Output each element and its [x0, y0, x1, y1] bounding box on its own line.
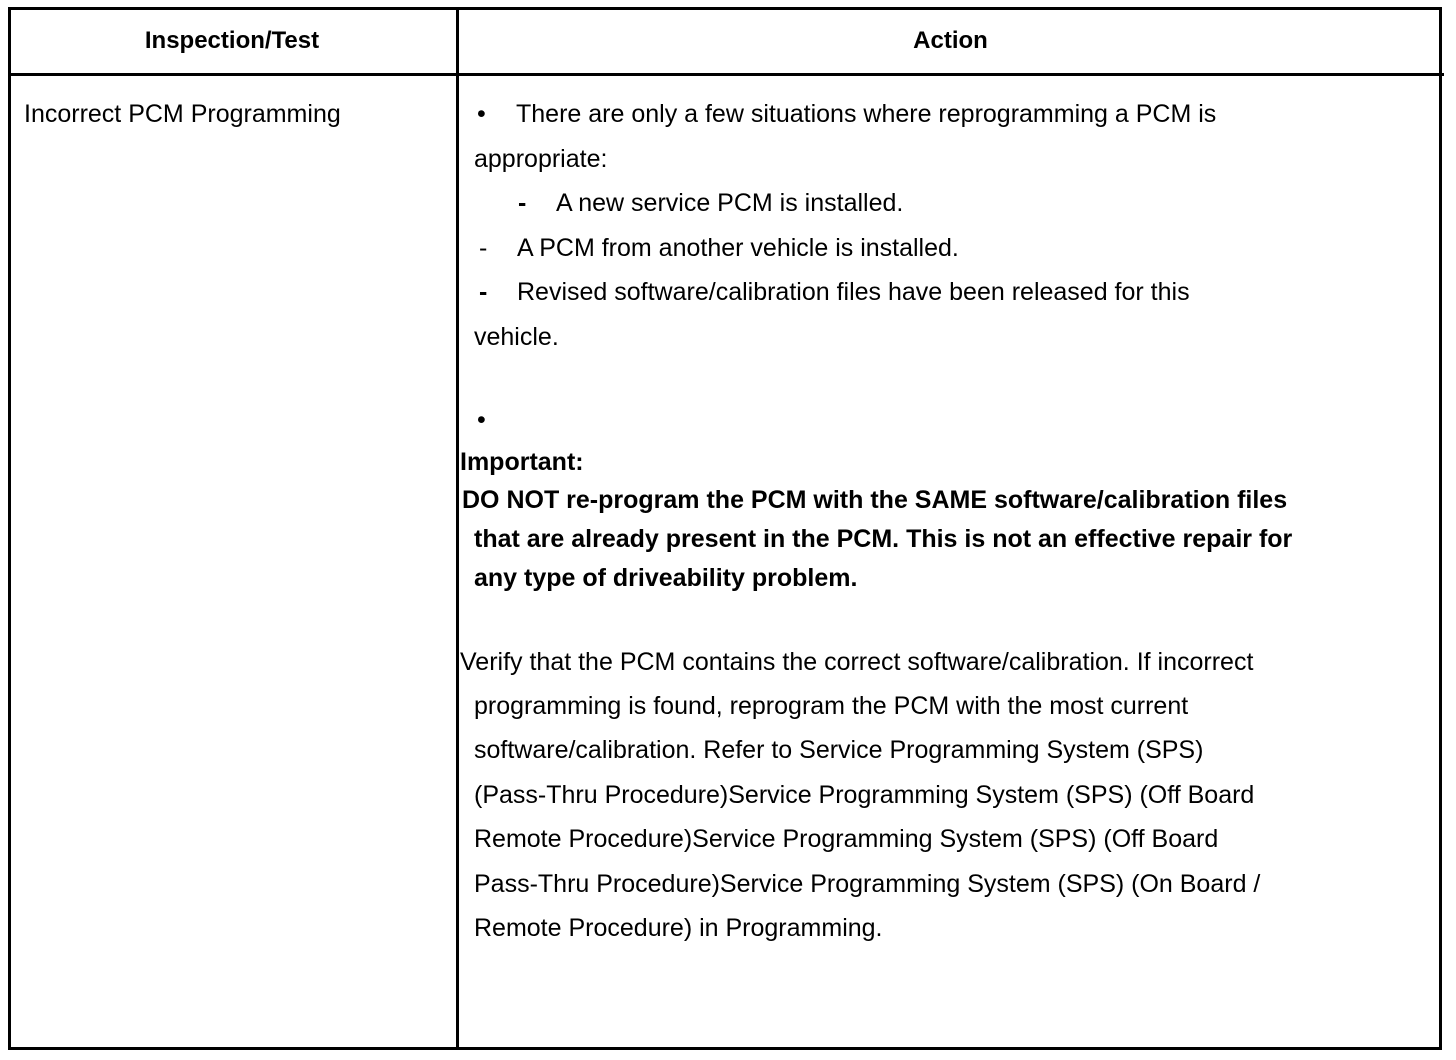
bullet-marker: • — [477, 406, 486, 434]
intro-text-cont: appropriate: — [474, 145, 608, 173]
sub-item-other-vehicle-pcm: A PCM from another vehicle is installed. — [517, 234, 959, 262]
verify-text-cont: Pass-Thru Procedure)Service Programming System (SPS) (On Board / — [474, 870, 1261, 898]
header-divider — [8, 73, 1444, 76]
sub-item-revised-software-cont: vehicle. — [474, 323, 559, 351]
verify-text: Verify that the PCM contains the correct software/calibration. If incorrect — [460, 648, 1254, 676]
header-inspection-test: Inspection/Test — [144, 27, 320, 54]
dash-marker: - — [518, 189, 527, 217]
header-action: Action — [913, 27, 988, 54]
important-note: DO NOT re-program the PCM with the SAME software/calibration files — [462, 486, 1288, 514]
bullet-marker: • — [477, 100, 486, 128]
sub-item-revised-software: Revised software/calibration files have been released for this — [517, 278, 1190, 306]
dash-marker: - — [479, 278, 488, 306]
verify-text-cont: Remote Procedure)Service Programming System (SPS) (Off Board — [474, 825, 1219, 853]
verify-text-cont: (Pass-Thru Procedure)Service Programming System (SPS) (Off Board — [474, 781, 1255, 809]
important-note-cont: that are already present in the PCM. This is not an effective repair for — [474, 525, 1293, 553]
column-divider — [456, 7, 459, 1050]
verify-text-cont: programming is found, reprogram the PCM with the most current — [474, 692, 1189, 720]
verify-text-cont: Remote Procedure) in Programming. — [474, 914, 883, 942]
intro-text: There are only a few situations where reprogramming a PCM is — [516, 100, 1217, 128]
sub-item-new-service-pcm: A new service PCM is installed. — [556, 189, 904, 217]
important-note-cont: any type of driveability problem. — [474, 564, 858, 592]
important-label: Important: — [460, 448, 584, 476]
inspection-cell: Incorrect PCM Programming — [24, 100, 341, 128]
dash-marker: - — [479, 234, 488, 262]
verify-text-cont: software/calibration. Refer to Service Programming System (SPS) — [474, 736, 1204, 764]
